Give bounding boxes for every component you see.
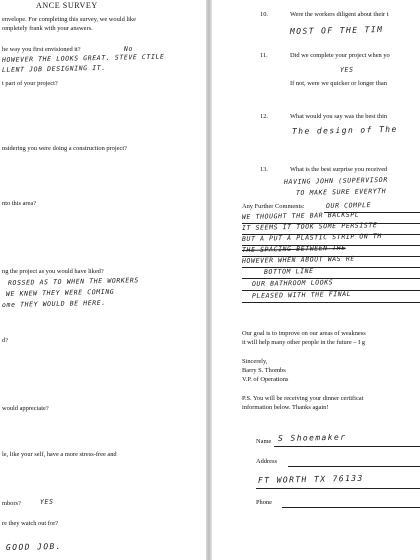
question-10-text-right: Were the workers diligent about their t — [290, 11, 389, 18]
signer-name: Barry S. Thombs — [242, 367, 286, 374]
question-12-text: What would you say was the best thin — [290, 113, 388, 120]
question-7-text: would appreciate? — [2, 405, 49, 412]
question-12-number: 12. — [260, 113, 268, 120]
question-10-answer-right: MOST OF THE TIM — [289, 25, 384, 36]
question-13-answer-line-2: TO MAKE SURE EVERYTH — [295, 187, 387, 197]
name-label: Name — [256, 438, 272, 445]
further-comment-line-1: OUR COMPLE — [325, 201, 372, 210]
question-11-followup: If not, were we quicker or longer than — [290, 80, 387, 87]
further-comment-line-7: BOTTOM LINE — [263, 266, 314, 276]
question-6-text: d? — [2, 337, 9, 344]
question-5-text: ng the project as you would have liked? — [2, 268, 104, 275]
further-comment-line-2: WE THOUGHT THE BAR BACKSPL — [241, 210, 360, 221]
signer-title: V.P. of Operations — [242, 376, 289, 383]
closing: Sincerely, — [242, 358, 268, 365]
further-comment-line-9: PLEASED WITH THE FINAL — [251, 289, 352, 300]
goal-line-1: Our goal is to improve on our areas of weakness — [242, 330, 366, 337]
question-5-answer-line-1: ROSSED AS TO WHEN THE WORKERS — [7, 276, 139, 287]
ps-line-2: information below. Thanks again! — [242, 404, 329, 411]
question-4-text: nto this area? — [2, 200, 37, 207]
goal-line-2: it will help many other people in the future – I g — [242, 339, 365, 346]
question-10-number: 10. — [260, 11, 268, 18]
question-12-answer: The design of The — [291, 124, 398, 136]
question-13-answer-line-1: HAVING JOHN (SUPERVISOR — [283, 175, 388, 186]
question-5-answer-line-3: ome THEY WOULD BE HERE. — [1, 298, 106, 309]
question-11-number: 11. — [260, 52, 268, 59]
address-label: Address — [256, 458, 277, 465]
further-comment-line-8: OUR BATHROOM LOOKS — [251, 278, 334, 288]
question-1-answer-line-2: LLENT JOB DESIGNING IT. — [1, 63, 106, 74]
question-8-text: le, like your self, have a more stress-free and — [2, 451, 117, 458]
city-field-line — [256, 488, 420, 489]
question-3-text: nsidering you were doing a construction project? — [2, 145, 127, 152]
question-5-answer-line-2: WE KNEW THEY WERE COMING — [5, 287, 115, 298]
survey-page-right — [212, 0, 420, 560]
name-field[interactable]: S Shoemaker — [277, 432, 347, 443]
question-1-answer-line-1: HOWEVER THE LOOKS GREAT. STEVE CTILE — [1, 52, 165, 64]
further-comment-line-6: HOWEVER WHEN ABOUT WAS RE — [241, 254, 355, 265]
city-state-zip-field[interactable]: FT WORTH TX 76133 — [257, 473, 364, 485]
question-11-answer: YES — [339, 65, 354, 74]
name-field-line — [274, 446, 420, 447]
intro-line-2: ompletely frank with your answers. — [2, 25, 93, 32]
question-9-answer: YES — [39, 497, 54, 506]
question-10-text: re they watch out for? — [2, 520, 59, 527]
question-13-text: What is the best surprise you received — [290, 166, 388, 173]
further-comments-label: Any Further Comments: — [242, 203, 305, 210]
survey-title: ANCE SURVEY — [36, 1, 98, 10]
ps-line-1: P.S. You will be receiving your dinner certificat — [242, 395, 364, 402]
question-1-text: he way you first envisioned it? — [2, 46, 81, 53]
question-9-text: mbors? — [2, 500, 21, 507]
comment-rule — [242, 302, 420, 303]
address-field-line[interactable] — [288, 466, 420, 467]
intro-line-1: envelope. For completing this survey, we would like — [2, 16, 136, 23]
further-comment-line-3: IT SEEMS IT TOOK SOME PERSISTE — [241, 221, 378, 232]
survey-page-left — [0, 0, 206, 560]
question-1-answer: No — [123, 44, 134, 53]
question-11-text: Did we complete your project when yo — [290, 52, 390, 59]
question-2-text: t part of your project? — [2, 80, 58, 87]
question-13-number: 13. — [260, 166, 268, 173]
further-comment-line-5: THE SPACING BETWEEN THE — [241, 243, 346, 254]
phone-label: Phone — [256, 499, 272, 506]
phone-field-line[interactable] — [282, 507, 420, 508]
further-comment-line-4: BUT A PUT A PLASTIC STRIP ON TH — [241, 232, 382, 243]
question-10-answer: GOOD JOB. — [5, 541, 63, 552]
